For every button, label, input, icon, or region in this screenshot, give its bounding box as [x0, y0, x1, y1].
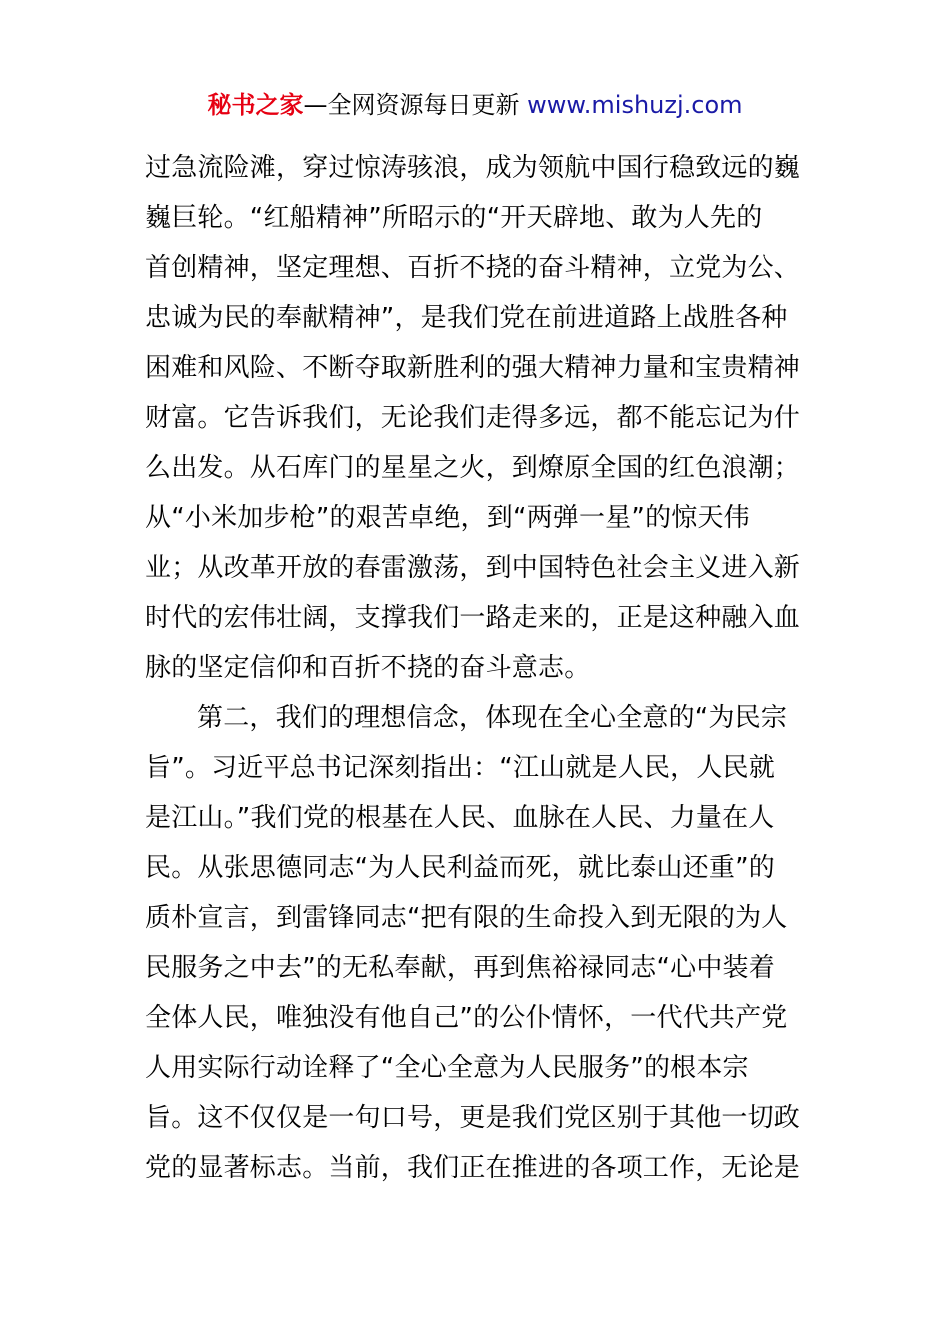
text-line: 质朴宣言，到雷锋同志“把有限的生命投入到无限的为人: [145, 903, 788, 933]
text-line: 全体人民，唯独没有他自己”的公仆情怀，一代代共产党: [145, 1003, 788, 1033]
text-line: 巍巨轮。“红船精神”所昭示的“开天辟地、敢为人先的: [145, 203, 763, 233]
text-line: 财富。它告诉我们，无论我们走得多远，都不能忘记为什: [145, 403, 801, 433]
text-line: 从“小米加步枪”的艰苦卓绝，到“两弹一星”的惊天伟: [145, 503, 750, 533]
text-line: 民服务之中去”的无私奉献，再到焦裕禄同志“心中装着: [145, 953, 775, 983]
paragraph-start-line: 第二，我们的理想信念，体现在全心全意的“为民宗: [197, 703, 788, 733]
text-line: 脉的坚定信仰和百折不挠的奋斗意志。: [145, 653, 591, 683]
site-header: [0, 88, 950, 122]
text-line: 旨”。习近平总书记深刻指出：“江山就是人民，人民就: [145, 753, 775, 783]
text-line: 业；从改革开放的春雷激荡，到中国特色社会主义进入新: [145, 553, 801, 583]
text-line: 时代的宏伟壮阔，支撑我们一路走来的，正是这种融入血: [145, 603, 801, 633]
text-line: 民。从张思德同志“为人民利益而死，就比泰山还重”的: [145, 853, 775, 883]
text-line: 么出发。从石库门的星星之火，到燎原全国的红色浪潮；: [145, 453, 801, 483]
text-line: 人用实际行动诠释了“全心全意为人民服务”的根本宗: [145, 1053, 749, 1083]
site-brand: 秘书之家: [207, 91, 304, 119]
site-url: www.mishuzj.com: [527, 91, 743, 119]
text-line: 困难和风险、不断夺取新胜利的强大精神力量和宝贵精神: [145, 353, 801, 383]
text-line: 旨。这不仅仅是一句口号，更是我们党区别于其他一切政: [145, 1103, 801, 1133]
text-line: 党的显著标志。当前，我们正在推进的各项工作，无论是: [145, 1153, 801, 1183]
site-tagline: —全网资源每日更新: [303, 91, 528, 119]
text-line: 过急流险滩，穿过惊涛骇浪，成为领航中国行稳致远的巍: [145, 153, 801, 183]
document-body: [145, 143, 810, 1193]
text-line: 是江山。”我们党的根基在人民、血脉在人民、力量在人: [145, 803, 775, 833]
text-line: 忠诚为民的奉献精神”，是我们党在前进道路上战胜各种: [145, 303, 788, 333]
text-line: 首创精神，坚定理想、百折不挠的奋斗精神，立党为公、: [145, 253, 801, 283]
